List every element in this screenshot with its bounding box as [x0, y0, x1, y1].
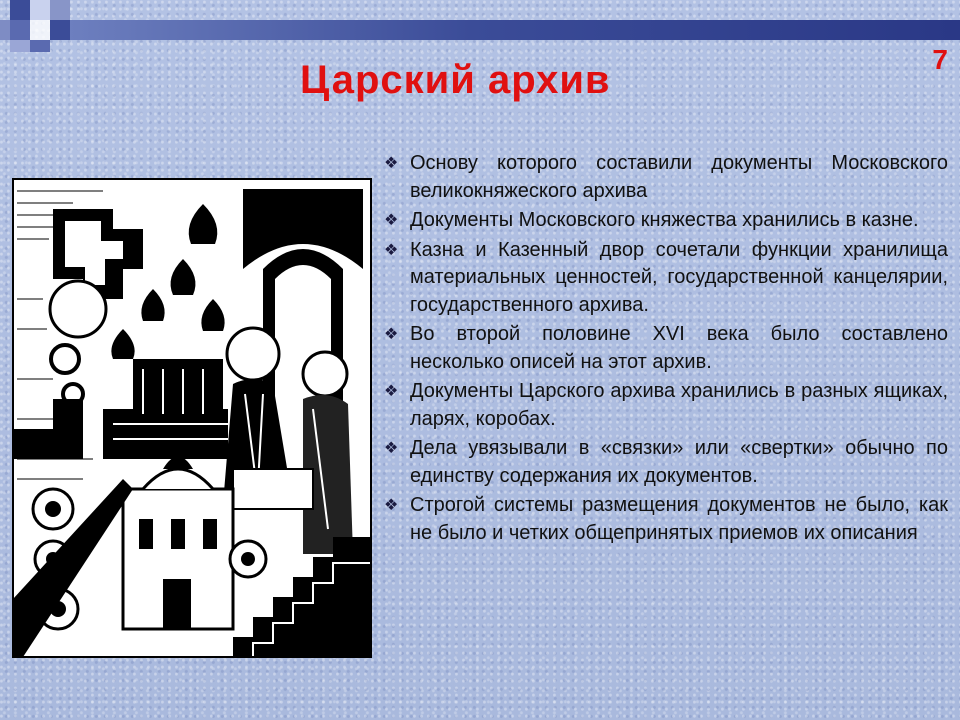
slide-title: Царский архив: [300, 58, 611, 102]
bullet-item: [384, 150, 948, 205]
bullet-item: [384, 435, 948, 490]
four-diamond-bullet-icon: ❖: [384, 212, 399, 229]
four-diamond-bullet-icon: ❖: [384, 440, 399, 457]
four-diamond-bullet-icon: ❖: [384, 497, 399, 514]
bullet-text: Во второй половине XVI века было составлено несколько описей на этот архив.: [410, 323, 948, 373]
four-diamond-bullet-icon: ❖: [384, 383, 399, 400]
bullet-item: [384, 321, 948, 376]
four-diamond-bullet-icon: ❖: [384, 241, 399, 259]
bullet-text: Основу которого составили документы Московского великокняжеского архива: [410, 152, 948, 202]
bullet-text: Документы Московского княжества хранились в казне.: [410, 209, 919, 231]
bullet-item: [384, 207, 948, 235]
bullet-text: Строгой системы размещения документов не было, как не было и четких общепринятых приемов их описания: [410, 494, 948, 544]
slide-number: 7: [932, 44, 948, 75]
four-diamond-bullet-icon: ❖: [384, 326, 399, 343]
bullet-item: [384, 237, 948, 320]
illustration-engraving: [12, 178, 372, 658]
bullet-item: [384, 378, 948, 433]
bullet-list: [384, 150, 948, 549]
bullet-text: Казна и Казенный двор сочетали функции хранилища материальных ценностей, государственной канцелярии, государственного архива.: [410, 238, 948, 316]
bullet-item: [384, 492, 948, 547]
header-bar: [70, 20, 960, 40]
bullet-text: Дела увязывали в «связки» или «свертки» обычно по единству содержания их документов.: [410, 437, 948, 487]
four-diamond-bullet-icon: ❖: [384, 155, 399, 172]
bullet-text: Документы Царского архива хранились в разных ящиках, ларях, коробах.: [410, 380, 948, 430]
